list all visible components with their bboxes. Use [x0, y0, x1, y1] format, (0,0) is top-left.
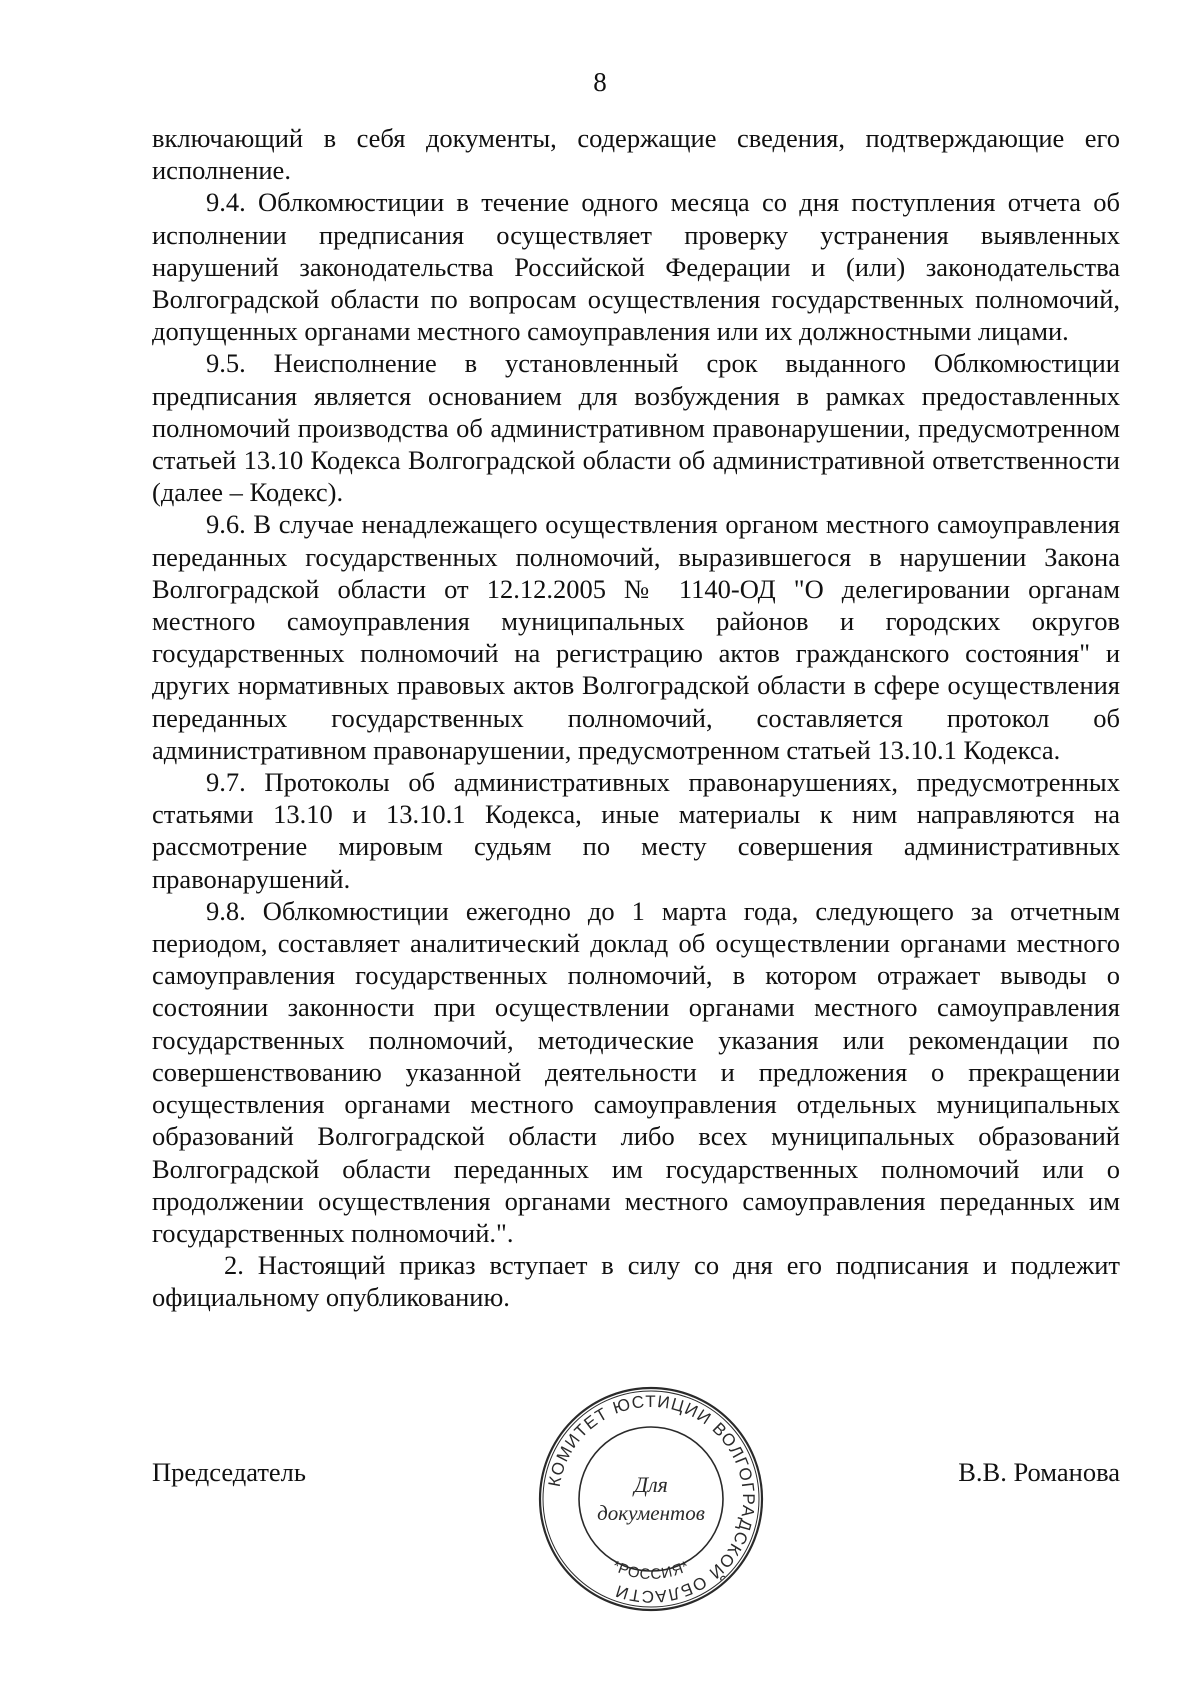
svg-text:*РОССИЯ*	[609, 1557, 692, 1583]
paragraph-continuation: включающий в себя документы, содержащие сведения, подтверждающие его исполнение.	[152, 123, 1120, 186]
stamp-center-line-2: документов	[597, 1501, 705, 1525]
paragraph-9-6: 9.6. В случае ненадлежащего осуществления органом местного самоуправления переданных государственных полномочий, выразившегося в нарушении Закона Волгоградской области от 12.12.2005 № 1140-ОД "О делегировании органам местного самоуправления муниципальных районов и городских округов государственных полномочий на регистрацию актов гражданского состояния" и других нормативных правовых актов Волгоградской области в сфере осуществления переданных государственных полномочий, составляется протокол об административном правонарушении, предусмотренном статьей 13.10.1 Кодекса.	[152, 509, 1120, 765]
paragraph-9-7: 9.7. Протоколы об административных правонарушениях, предусмотренных статьями 13.10 и 13.10.1 Кодекса, иные материалы к ним направляются на рассмотрение мировым судьям по месту совершения административных правонарушений.	[152, 767, 1120, 894]
stamp-center-line-1: Для	[634, 1472, 668, 1497]
stamp-ring-text: КОМИТЕТ ЮСТИЦИИ ВОЛГОГРАДСКОЙ ОБЛАСТИ	[544, 1391, 759, 1607]
document-body	[152, 122, 1120, 1314]
paragraph-2-effective-date: 2. Настоящий приказ вступает в силу со дня его подписания и подлежит официальному опубликованию.	[152, 1250, 1120, 1313]
paragraph-9-8: 9.8. Облкомюстиции ежегодно до 1 марта года, следующего за отчетным периодом, составляет аналитический доклад об осуществлении органами местного самоуправления государственных полномочий, в котором отражает выводы о состоянии законности при осуществлении органами местного самоуправления государственных полномочий, методические указания или рекомендации по совершенствованию указанной деятельности и предложения о прекращении осуществления органами местного самоуправления отдельных муниципальных образований Волгоградской области либо всех муниципальных образований Волгоградской области переданных им государственных полномочий или о продолжении осуществления органами местного самоуправления переданных им государственных полномочий.".	[152, 895, 1120, 1248]
official-stamp	[536, 1384, 766, 1614]
stamp-ring-bottom-text: *РОССИЯ*	[609, 1557, 693, 1584]
signatory-name: В.В. Романова	[958, 1457, 1120, 1487]
stamp-seal-graphic	[536, 1384, 766, 1614]
paragraph-9-4: 9.4. Облкомюстиции в течение одного месяца со дня поступления отчета об исполнении предписания осуществляет проверку устранения выявленных нарушений законодательства Российской Федерации и (или) законодательства Волгоградской области по вопросам осуществления государственных полномочий, допущенных органами местного самоуправления или их должностными лицами.	[152, 187, 1120, 347]
page-number: 8	[593, 67, 607, 97]
paragraph-9-5: 9.5. Неисполнение в установленный срок выданного Облкомюстиции предписания является основанием для возбуждения в рамках предоставленных полномочий производства об административном правонарушении, предусмотренном статьей 13.10 Кодекса Волгоградской области об административной ответственности (далее – Кодекс).	[152, 348, 1120, 508]
signatory-title: Председатель	[152, 1457, 306, 1487]
